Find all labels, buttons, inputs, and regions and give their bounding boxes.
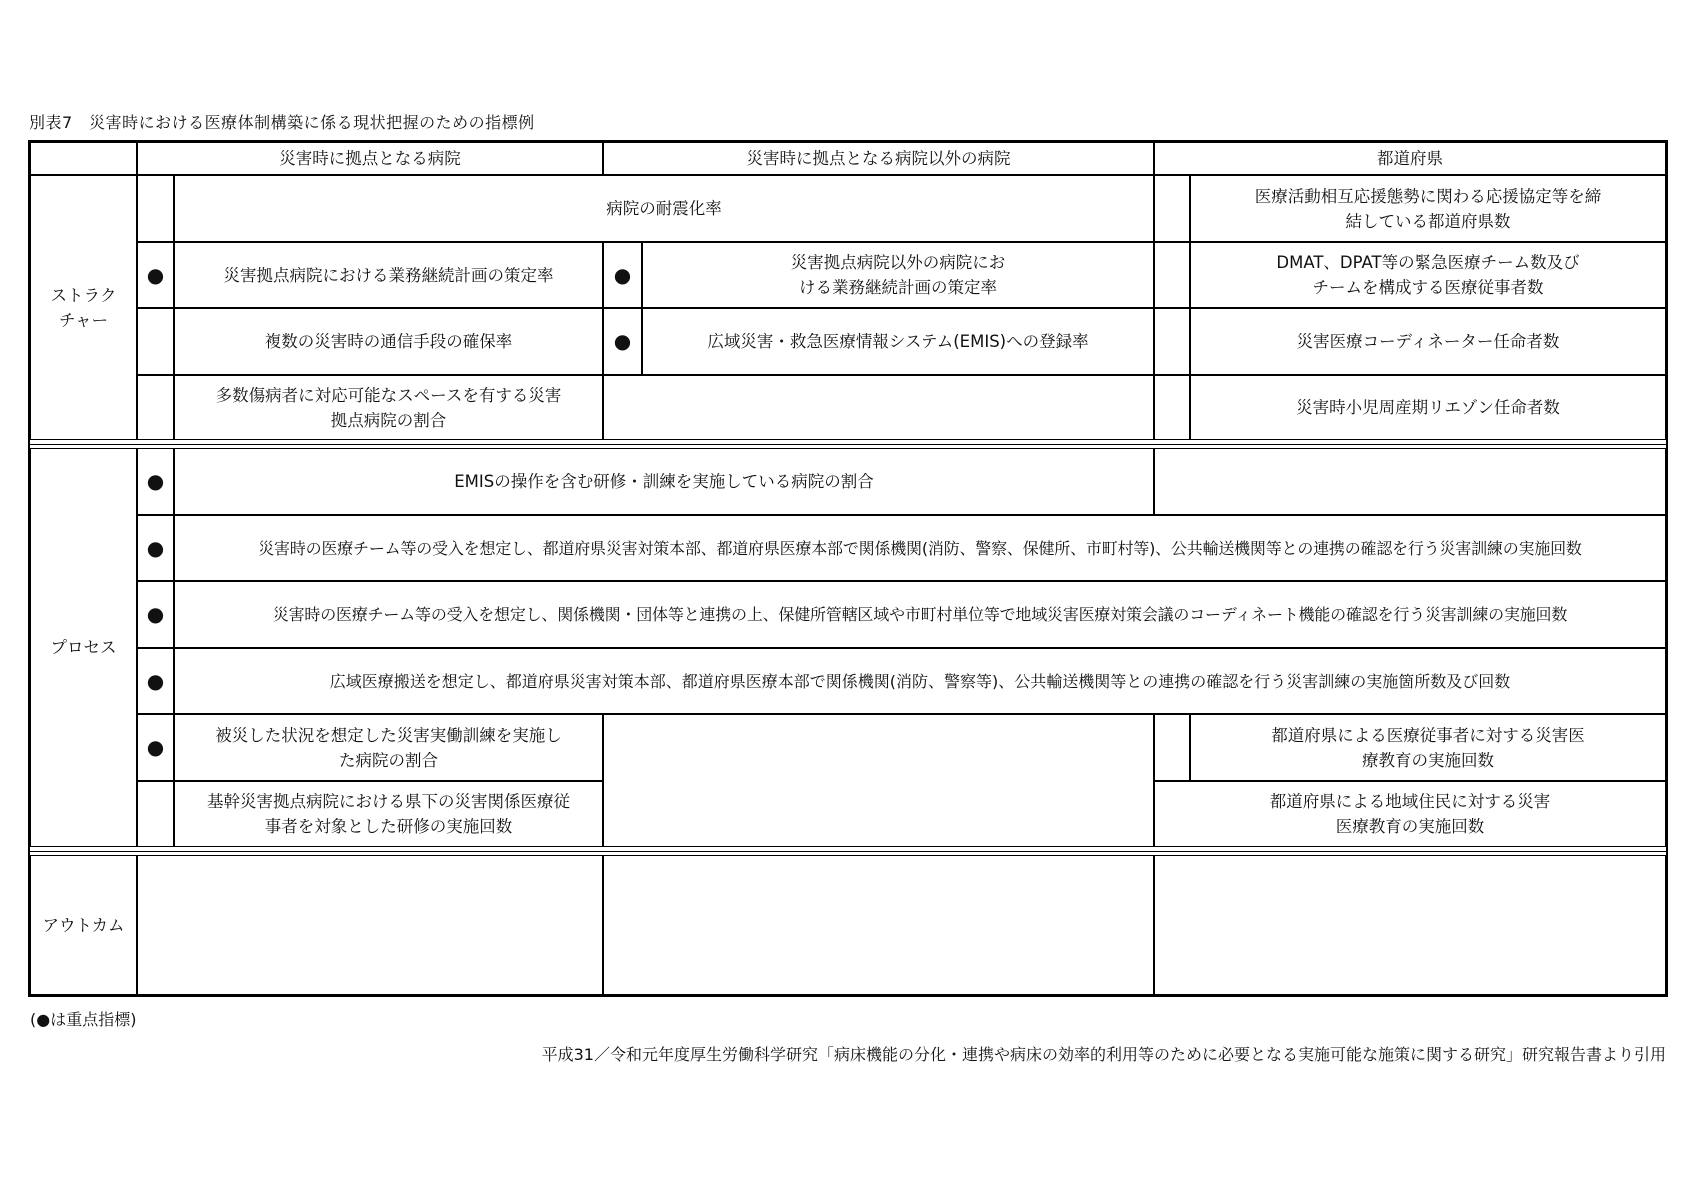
marker-cell xyxy=(137,375,174,440)
priority-marker: ● xyxy=(137,448,174,515)
legend-note: (●は重点指標) xyxy=(30,1010,137,1029)
indicator-core-training: 基幹災害拠点病院における県下の災害関係医療従事者を対象とした研修の実施回数 xyxy=(174,781,603,847)
empty-cell xyxy=(1154,855,1666,995)
section-separator xyxy=(30,851,1666,852)
header-corner xyxy=(30,142,137,175)
empty-cell xyxy=(603,375,1154,440)
priority-marker: ● xyxy=(137,648,174,714)
empty-cell xyxy=(603,855,1154,995)
marker-cell xyxy=(137,175,174,242)
indicator-liaison: 災害時小児周産期リエゾン任命者数 xyxy=(1190,375,1666,440)
document-title: 別表7 災害時における医療体制構築に係る現状把握のための指標例 xyxy=(29,113,535,132)
indicator-emis-registration: 広域災害・救急医療情報システム(EMIS)への登録率 xyxy=(642,308,1154,375)
indicator-emis-training: EMISの操作を含む研修・訓練を実施している病院の割合 xyxy=(174,448,1154,515)
empty-cell xyxy=(1154,448,1666,515)
marker-cell xyxy=(137,781,174,847)
marker-cell xyxy=(1154,714,1190,781)
indicator-bcp-non-base-hospital: 災害拠点病院以外の病院における業務継続計画の策定率 xyxy=(642,242,1154,308)
priority-marker: ● xyxy=(137,714,174,781)
header-prefecture: 都道府県 xyxy=(1154,142,1666,175)
priority-marker: ● xyxy=(137,242,174,308)
indicator-table xyxy=(28,140,1668,997)
indicator-real-drill: 被災した状況を想定した災害実働訓練を実施した病院の割合 xyxy=(174,714,603,781)
priority-marker: ● xyxy=(603,242,642,308)
indicator-dmat-teams: DMAT、DPAT等の緊急医療チーム数及びチームを構成する医療従事者数 xyxy=(1190,242,1666,308)
section-outcome: アウトカム xyxy=(30,855,137,995)
source-citation: 平成31／令和元年度厚生労働科学研究「病床機能の分化・連携や病床の効率的利用等のために必要となる実施可能な施策に関する研究」研究報告書より引用 xyxy=(541,1045,1666,1064)
indicator-drill-transport: 広域医療搬送を想定し、都道府県災害対策本部、都道府県医療本部で関係機関(消防、警察等)、公共輸送機関等との連携の確認を行う災害訓練の実施箇所数及び回数 xyxy=(174,648,1666,714)
indicator-bcp-base-hospital: 災害拠点病院における業務継続計画の策定率 xyxy=(174,242,603,308)
empty-cell xyxy=(137,855,603,995)
header-non-base-hospital: 災害時に拠点となる病院以外の病院 xyxy=(603,142,1154,175)
priority-marker: ● xyxy=(137,581,174,648)
indicator-hospital-seismic-rate: 病院の耐震化率 xyxy=(174,175,1154,242)
indicator-edu-staff: 都道府県による医療従事者に対する災害医療教育の実施回数 xyxy=(1190,714,1666,781)
indicator-pref-agreement: 医療活動相互応援態勢に関わる応援協定等を締結している都道府県数 xyxy=(1190,175,1666,242)
indicator-coordinator: 災害医療コーディネーター任命者数 xyxy=(1190,308,1666,375)
section-process: プロセス xyxy=(30,448,137,847)
marker-cell xyxy=(1154,375,1190,440)
marker-cell xyxy=(1154,175,1190,242)
empty-cell xyxy=(603,714,1154,847)
marker-cell xyxy=(137,308,174,375)
indicator-drill-local: 災害時の医療チーム等の受入を想定し、関係機関・団体等と連携の上、保健所管轄区域や市町村単位等で地域災害医療対策会議のコーディネート機能の確認を行う災害訓練の実施回数 xyxy=(174,581,1666,648)
priority-marker: ● xyxy=(137,515,174,581)
marker-cell xyxy=(1154,242,1190,308)
section-separator xyxy=(30,444,1666,445)
section-structure: ストラクチャー xyxy=(30,175,137,440)
indicator-casualty-space: 多数傷病者に対応可能なスペースを有する災害拠点病院の割合 xyxy=(174,375,603,440)
indicator-comm-means: 複数の災害時の通信手段の確保率 xyxy=(174,308,603,375)
indicator-edu-residents: 都道府県による地域住民に対する災害医療教育の実施回数 xyxy=(1154,781,1666,847)
priority-marker: ● xyxy=(603,308,642,375)
indicator-drill-pref-hq: 災害時の医療チーム等の受入を想定し、都道府県災害対策本部、都道府県医療本部で関係機関(消防、警察、保健所、市町村等)、公共輸送機関等との連携の確認を行う災害訓練の実施回数 xyxy=(174,515,1666,581)
marker-cell xyxy=(1154,308,1190,375)
header-base-hospital: 災害時に拠点となる病院 xyxy=(137,142,603,175)
